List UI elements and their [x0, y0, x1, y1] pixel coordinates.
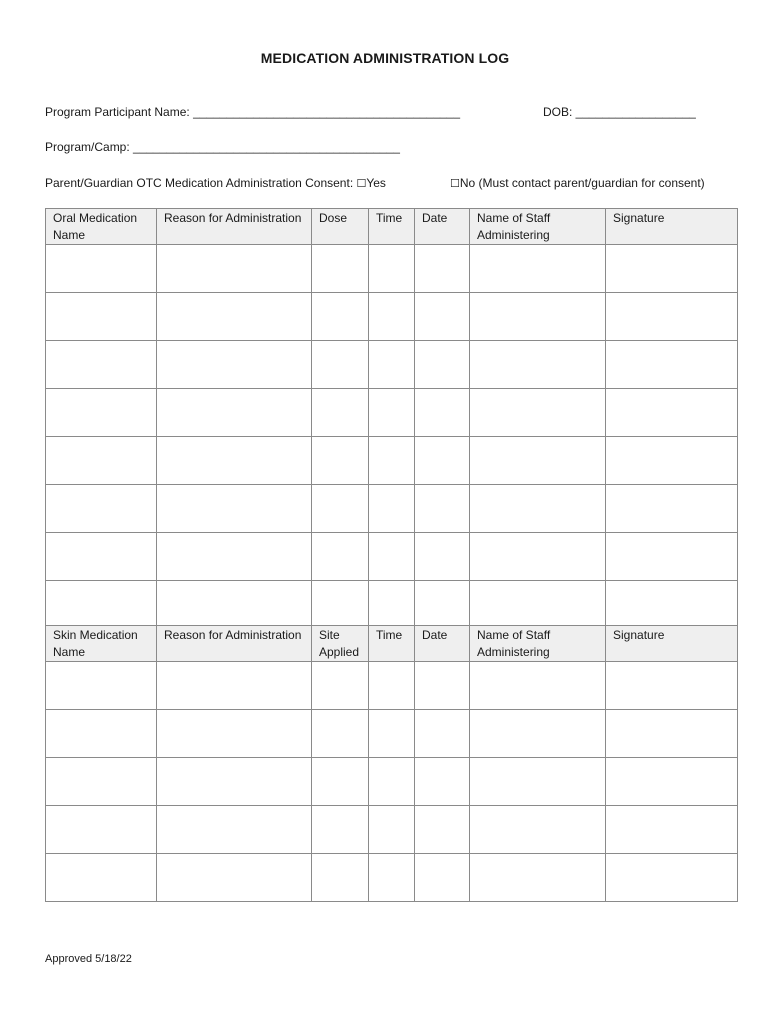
- skin-table-cell[interactable]: [470, 854, 606, 902]
- oral-table-row: [46, 437, 738, 485]
- skin-table-cell[interactable]: [415, 758, 470, 806]
- oral-table-cell[interactable]: [157, 437, 312, 485]
- oral-table-cell[interactable]: [415, 341, 470, 389]
- oral-table-cell[interactable]: [415, 581, 470, 629]
- oral-table-cell[interactable]: [606, 437, 738, 485]
- skin-header-date: Date: [415, 626, 470, 662]
- oral-table-cell[interactable]: [606, 389, 738, 437]
- oral-table-row: [46, 533, 738, 581]
- oral-table-row: [46, 293, 738, 341]
- consent-label: Parent/Guardian OTC Medication Administration Consent:: [45, 176, 357, 190]
- oral-header-date: Date: [415, 209, 470, 245]
- consent-no-label: No (Must contact parent/guardian for consent): [459, 176, 705, 190]
- skin-table-cell[interactable]: [157, 758, 312, 806]
- oral-header-reason: Reason for Administration: [157, 209, 312, 245]
- oral-table-cell[interactable]: [46, 437, 157, 485]
- oral-table-cell[interactable]: [312, 245, 369, 293]
- oral-header-time: Time: [369, 209, 415, 245]
- oral-table-cell[interactable]: [470, 533, 606, 581]
- skin-table-cell[interactable]: [157, 806, 312, 854]
- oral-header-dose: Dose: [312, 209, 369, 245]
- consent-line: [45, 176, 386, 190]
- oral-table-row: [46, 245, 738, 293]
- oral-table-cell[interactable]: [46, 245, 157, 293]
- oral-table-cell[interactable]: [606, 245, 738, 293]
- oral-table-cell[interactable]: [369, 581, 415, 629]
- oral-table-cell[interactable]: [415, 245, 470, 293]
- dob-field[interactable]: __________________: [575, 105, 696, 119]
- skin-header-reason: Reason for Administration: [157, 626, 312, 662]
- oral-table-cell[interactable]: [470, 485, 606, 533]
- oral-table-cell[interactable]: [157, 389, 312, 437]
- skin-table-cell[interactable]: [46, 806, 157, 854]
- oral-table-cell[interactable]: [606, 533, 738, 581]
- skin-medication-table: [45, 625, 738, 902]
- oral-table-cell[interactable]: [470, 389, 606, 437]
- skin-table-cell[interactable]: [415, 806, 470, 854]
- skin-table-cell[interactable]: [415, 710, 470, 758]
- oral-table-cell[interactable]: [46, 485, 157, 533]
- participant-name-label: Program Participant Name:: [45, 105, 194, 119]
- oral-table-cell[interactable]: [157, 341, 312, 389]
- oral-table-cell[interactable]: [369, 341, 415, 389]
- oral-table-row: [46, 485, 738, 533]
- oral-table-row: [46, 581, 738, 629]
- oral-table-header-row: [46, 209, 738, 245]
- program-camp-line: [45, 140, 400, 154]
- oral-table-cell[interactable]: [369, 293, 415, 341]
- oral-table-cell[interactable]: [415, 533, 470, 581]
- skin-table-cell[interactable]: [369, 758, 415, 806]
- dob-label: DOB:: [543, 105, 576, 119]
- oral-table-cell[interactable]: [369, 533, 415, 581]
- oral-table-cell[interactable]: [312, 581, 369, 629]
- oral-header-staff-name: Name of Staff Administering: [470, 209, 606, 245]
- skin-table-cell[interactable]: [312, 854, 369, 902]
- oral-table-row: [46, 341, 738, 389]
- oral-table-cell[interactable]: [312, 485, 369, 533]
- oral-table-cell[interactable]: [415, 293, 470, 341]
- skin-table-cell[interactable]: [415, 662, 470, 710]
- oral-table-cell[interactable]: [415, 485, 470, 533]
- oral-table-cell[interactable]: [606, 293, 738, 341]
- skin-table-cell[interactable]: [470, 806, 606, 854]
- skin-table-cell[interactable]: [606, 806, 738, 854]
- skin-table-cell[interactable]: [606, 854, 738, 902]
- skin-table-row: [46, 854, 738, 902]
- oral-table-cell[interactable]: [470, 245, 606, 293]
- skin-table-cell[interactable]: [157, 710, 312, 758]
- oral-table-cell[interactable]: [46, 581, 157, 629]
- skin-header-staff-name: Name of Staff Administering: [470, 626, 606, 662]
- skin-header-medication-name: Skin Medication Name: [46, 626, 157, 662]
- oral-table-cell[interactable]: [157, 245, 312, 293]
- oral-table-cell[interactable]: [312, 533, 369, 581]
- skin-table-cell[interactable]: [606, 758, 738, 806]
- oral-header-medication-name: Oral Medication Name: [46, 209, 157, 245]
- oral-table-cell[interactable]: [369, 389, 415, 437]
- skin-table-body: [46, 662, 738, 902]
- skin-table-cell[interactable]: [415, 854, 470, 902]
- consent-yes-checkbox[interactable]: ☐: [356, 177, 367, 190]
- skin-table-cell[interactable]: [46, 662, 157, 710]
- oral-table-cell[interactable]: [157, 485, 312, 533]
- program-camp-label: Program/Camp:: [45, 140, 134, 154]
- skin-table-cell[interactable]: [312, 662, 369, 710]
- oral-table-cell[interactable]: [312, 341, 369, 389]
- oral-table-cell[interactable]: [369, 437, 415, 485]
- skin-table-cell[interactable]: [312, 806, 369, 854]
- skin-table-cell[interactable]: [369, 710, 415, 758]
- skin-table-cell[interactable]: [157, 854, 312, 902]
- oral-table-cell[interactable]: [606, 341, 738, 389]
- oral-table-cell[interactable]: [312, 437, 369, 485]
- oral-table-cell[interactable]: [157, 293, 312, 341]
- skin-table-cell[interactable]: [312, 758, 369, 806]
- skin-table-cell[interactable]: [157, 662, 312, 710]
- oral-table-cell[interactable]: [470, 437, 606, 485]
- skin-header-site-applied: Site Applied: [312, 626, 369, 662]
- oral-table-cell[interactable]: [369, 485, 415, 533]
- skin-table-cell[interactable]: [470, 710, 606, 758]
- skin-header-signature: Signature: [606, 626, 738, 662]
- oral-table-body: [46, 245, 738, 629]
- skin-table-cell[interactable]: [369, 854, 415, 902]
- oral-table-cell[interactable]: [470, 293, 606, 341]
- skin-table-cell[interactable]: [470, 662, 606, 710]
- skin-table-row: [46, 710, 738, 758]
- oral-table-cell[interactable]: [415, 437, 470, 485]
- participant-name-field[interactable]: ________________________________________: [193, 105, 461, 119]
- skin-table-cell[interactable]: [606, 662, 738, 710]
- skin-table-header-row: [46, 626, 738, 662]
- oral-table-cell[interactable]: [312, 293, 369, 341]
- dob-line: [543, 105, 696, 119]
- skin-table-cell[interactable]: [369, 662, 415, 710]
- oral-table-row: [46, 389, 738, 437]
- oral-table-cell[interactable]: [157, 581, 312, 629]
- participant-name-line: [45, 105, 460, 119]
- oral-table-cell[interactable]: [46, 293, 157, 341]
- oral-table-cell[interactable]: [606, 581, 738, 629]
- consent-no-checkbox[interactable]: ☐: [450, 177, 460, 190]
- skin-table-cell[interactable]: [312, 710, 369, 758]
- oral-table-cell[interactable]: [415, 389, 470, 437]
- consent-no-line: [450, 176, 705, 190]
- skin-header-time: Time: [369, 626, 415, 662]
- skin-table-row: [46, 758, 738, 806]
- program-camp-field[interactable]: ________________________________________: [133, 140, 400, 154]
- oral-table-cell[interactable]: [470, 341, 606, 389]
- skin-table-row: [46, 806, 738, 854]
- skin-table-cell[interactable]: [46, 758, 157, 806]
- skin-table-cell[interactable]: [46, 710, 157, 758]
- oral-table-cell[interactable]: [312, 389, 369, 437]
- consent-yes-label: Yes: [366, 176, 386, 190]
- approval-date: Approved 5/18/22: [45, 953, 132, 965]
- skin-table-cell[interactable]: [606, 710, 738, 758]
- skin-table-cell[interactable]: [46, 854, 157, 902]
- oral-table-cell[interactable]: [470, 581, 606, 629]
- oral-medication-table: [45, 208, 738, 629]
- oral-table-cell[interactable]: [369, 245, 415, 293]
- skin-table-row: [46, 662, 738, 710]
- skin-table-cell[interactable]: [369, 806, 415, 854]
- page-title: MEDICATION ADMINISTRATION LOG: [260, 50, 510, 66]
- oral-table-cell[interactable]: [606, 485, 738, 533]
- oral-header-signature: Signature: [606, 209, 738, 245]
- oral-table-cell[interactable]: [46, 389, 157, 437]
- oral-table-cell[interactable]: [46, 341, 157, 389]
- oral-table-cell[interactable]: [46, 533, 157, 581]
- oral-table-cell[interactable]: [157, 533, 312, 581]
- skin-table-cell[interactable]: [470, 758, 606, 806]
